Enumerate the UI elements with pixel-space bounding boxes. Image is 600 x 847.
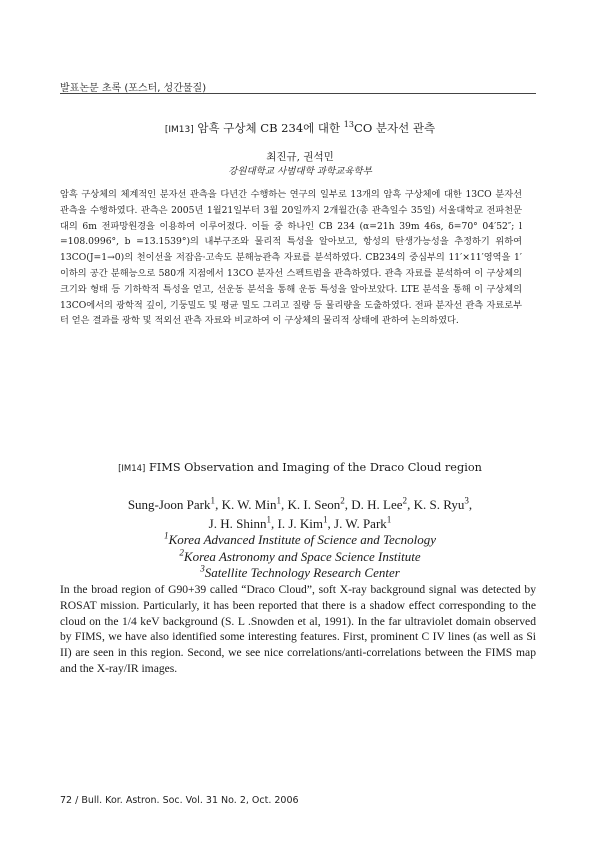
author-sup: 1 bbox=[266, 514, 271, 525]
author-sup: 1 bbox=[323, 514, 328, 525]
author-sep: , bbox=[271, 516, 278, 531]
author-sup: 2 bbox=[402, 495, 408, 506]
paper2-affiliations bbox=[0, 532, 600, 582]
affiliation-num: 1 bbox=[164, 530, 169, 541]
author-sup: 1 bbox=[210, 495, 216, 506]
section-header: 발표논문 초록 (포스터, 성간물질) bbox=[60, 83, 207, 94]
affiliation-text: Korea Astronomy and Space Science Institute bbox=[183, 548, 421, 564]
author-name: J. H. Shinn bbox=[208, 516, 267, 531]
author-name: K. I. Seon bbox=[287, 497, 341, 512]
author-name: D. H. Lee bbox=[351, 497, 403, 512]
author-sup: 1 bbox=[386, 514, 392, 525]
author-sep: , bbox=[327, 516, 335, 531]
author-sep: , bbox=[407, 497, 414, 512]
affiliation-line bbox=[0, 565, 600, 582]
paper1-affiliation: 강원대학교 사범대학 과학교육학부 bbox=[228, 166, 372, 177]
affiliation-text: Korea Advanced Institute of Science and Tecnology bbox=[168, 532, 436, 547]
affiliation-num: 3 bbox=[200, 563, 205, 574]
paper2-title bbox=[0, 461, 600, 474]
paper1-title bbox=[0, 120, 600, 136]
paper1-title-post: CO 분자선 관측 bbox=[354, 121, 436, 135]
paper1-abstract: 암흑 구상체의 체계적인 분자선 관측을 다년간 수행하는 연구의 일부로 13개의 암흑 구상체에 대한 13CO 분자선 관측을 수행하였다. 관측은 2005년 1월21일부터 3월 20일까지 2개월간(총 관측일수 35일) 서울대학교 전파천문대의 6m 전파망원경을 이용하여 이루어졌다. 이들 중 하나인 CB 234 (α=21h 39m 46s, δ=70° 04′52″; l =108.0996°, b =13.1539°)의 내부구조와 물리적 특성을 알아보고, 항성의 탄생가능성을 추정하기 위하여 13CO(J=1→0)의 천이선을 저잡음·고속도 분해능관측 자료를 분석하였다. CB234의 중심부의 11′×11′영역을 1′이하의 공간 분해능으로 580개 지점에서 13CO 분자선 스펙트럼을 관측하였다. 관측 자료를 분석하여 이 구상체의 크기와 형태 등 기하학적 특성을 얻고, 선운동 분석을 통해 운동 특성을 알아보았다. LTE 분석을 통해 이 구상체의 13CO에서의 광학적 깊이, 기둥밀도 및 평균 밀도 그리고 질량 등 물리량을 도출하였다. 전파 분자선 관측 자료로부터 얻은 결과를 광학 및 적외선 관측 자료와 비교하여 이 구상체의 물리적 상태에 관하여 논의하였다. bbox=[60, 189, 522, 327]
author-name: I. J. Kim bbox=[277, 516, 323, 531]
paper1-title-pre: 암흑 구상체 CB 234에 대한 bbox=[193, 121, 344, 135]
author-sup: 2 bbox=[340, 495, 345, 506]
paper1-authors: 최진규, 권석민 bbox=[266, 151, 334, 163]
paper1-code: [IM13] bbox=[164, 125, 194, 135]
affiliation-line bbox=[0, 549, 600, 566]
paper2-title-text: FIMS Observation and Imaging of the Draco Cloud region bbox=[145, 461, 482, 474]
author-sep: , bbox=[281, 497, 288, 512]
paper2-authors bbox=[0, 495, 600, 533]
author-sep: , bbox=[468, 497, 473, 512]
paper2-code: [IM14] bbox=[118, 464, 146, 474]
paper1-title-sup: 13 bbox=[343, 120, 355, 130]
affiliation-line bbox=[0, 532, 600, 549]
author-sep: , bbox=[215, 497, 222, 512]
page-footer: 72 / Bull. Kor. Astron. Soc. Vol. 31 No. 2, Oct. 2006 bbox=[60, 795, 299, 806]
paper2-authors-line1 bbox=[0, 495, 600, 514]
author-sup: 3 bbox=[464, 495, 469, 506]
author-name: Sung-Joon Park bbox=[127, 497, 211, 512]
author-sep: , bbox=[344, 497, 352, 512]
author-name: J. W. Park bbox=[334, 516, 387, 531]
author-sup: 1 bbox=[276, 495, 282, 506]
affiliation-num: 2 bbox=[179, 547, 184, 558]
header-divider bbox=[60, 93, 536, 94]
paper2-abstract: In the broad region of G90+39 called “Draco Cloud”, soft X-ray background signal was detected by ROSAT mission. Particularly, it has been reported that there is a shadow effect corresponding to the cloud on the 1/4 keV background (S. L .Snowden et al, 1991). In the far ultraviolet domain observed by FIMS, we have also identified some interesting features. First, prominent C IV lines (as well as Si II) are seen in this region. Second, we see nice correlations/anti-correlations between the FIMS map and the X-ray/IR images. bbox=[60, 583, 536, 675]
author-name: K. S. Ryu bbox=[413, 497, 465, 512]
affiliation-text: Satellite Technology Research Center bbox=[204, 565, 400, 580]
author-name: K. W. Min bbox=[221, 497, 277, 512]
paper2-authors-line2 bbox=[0, 514, 600, 533]
